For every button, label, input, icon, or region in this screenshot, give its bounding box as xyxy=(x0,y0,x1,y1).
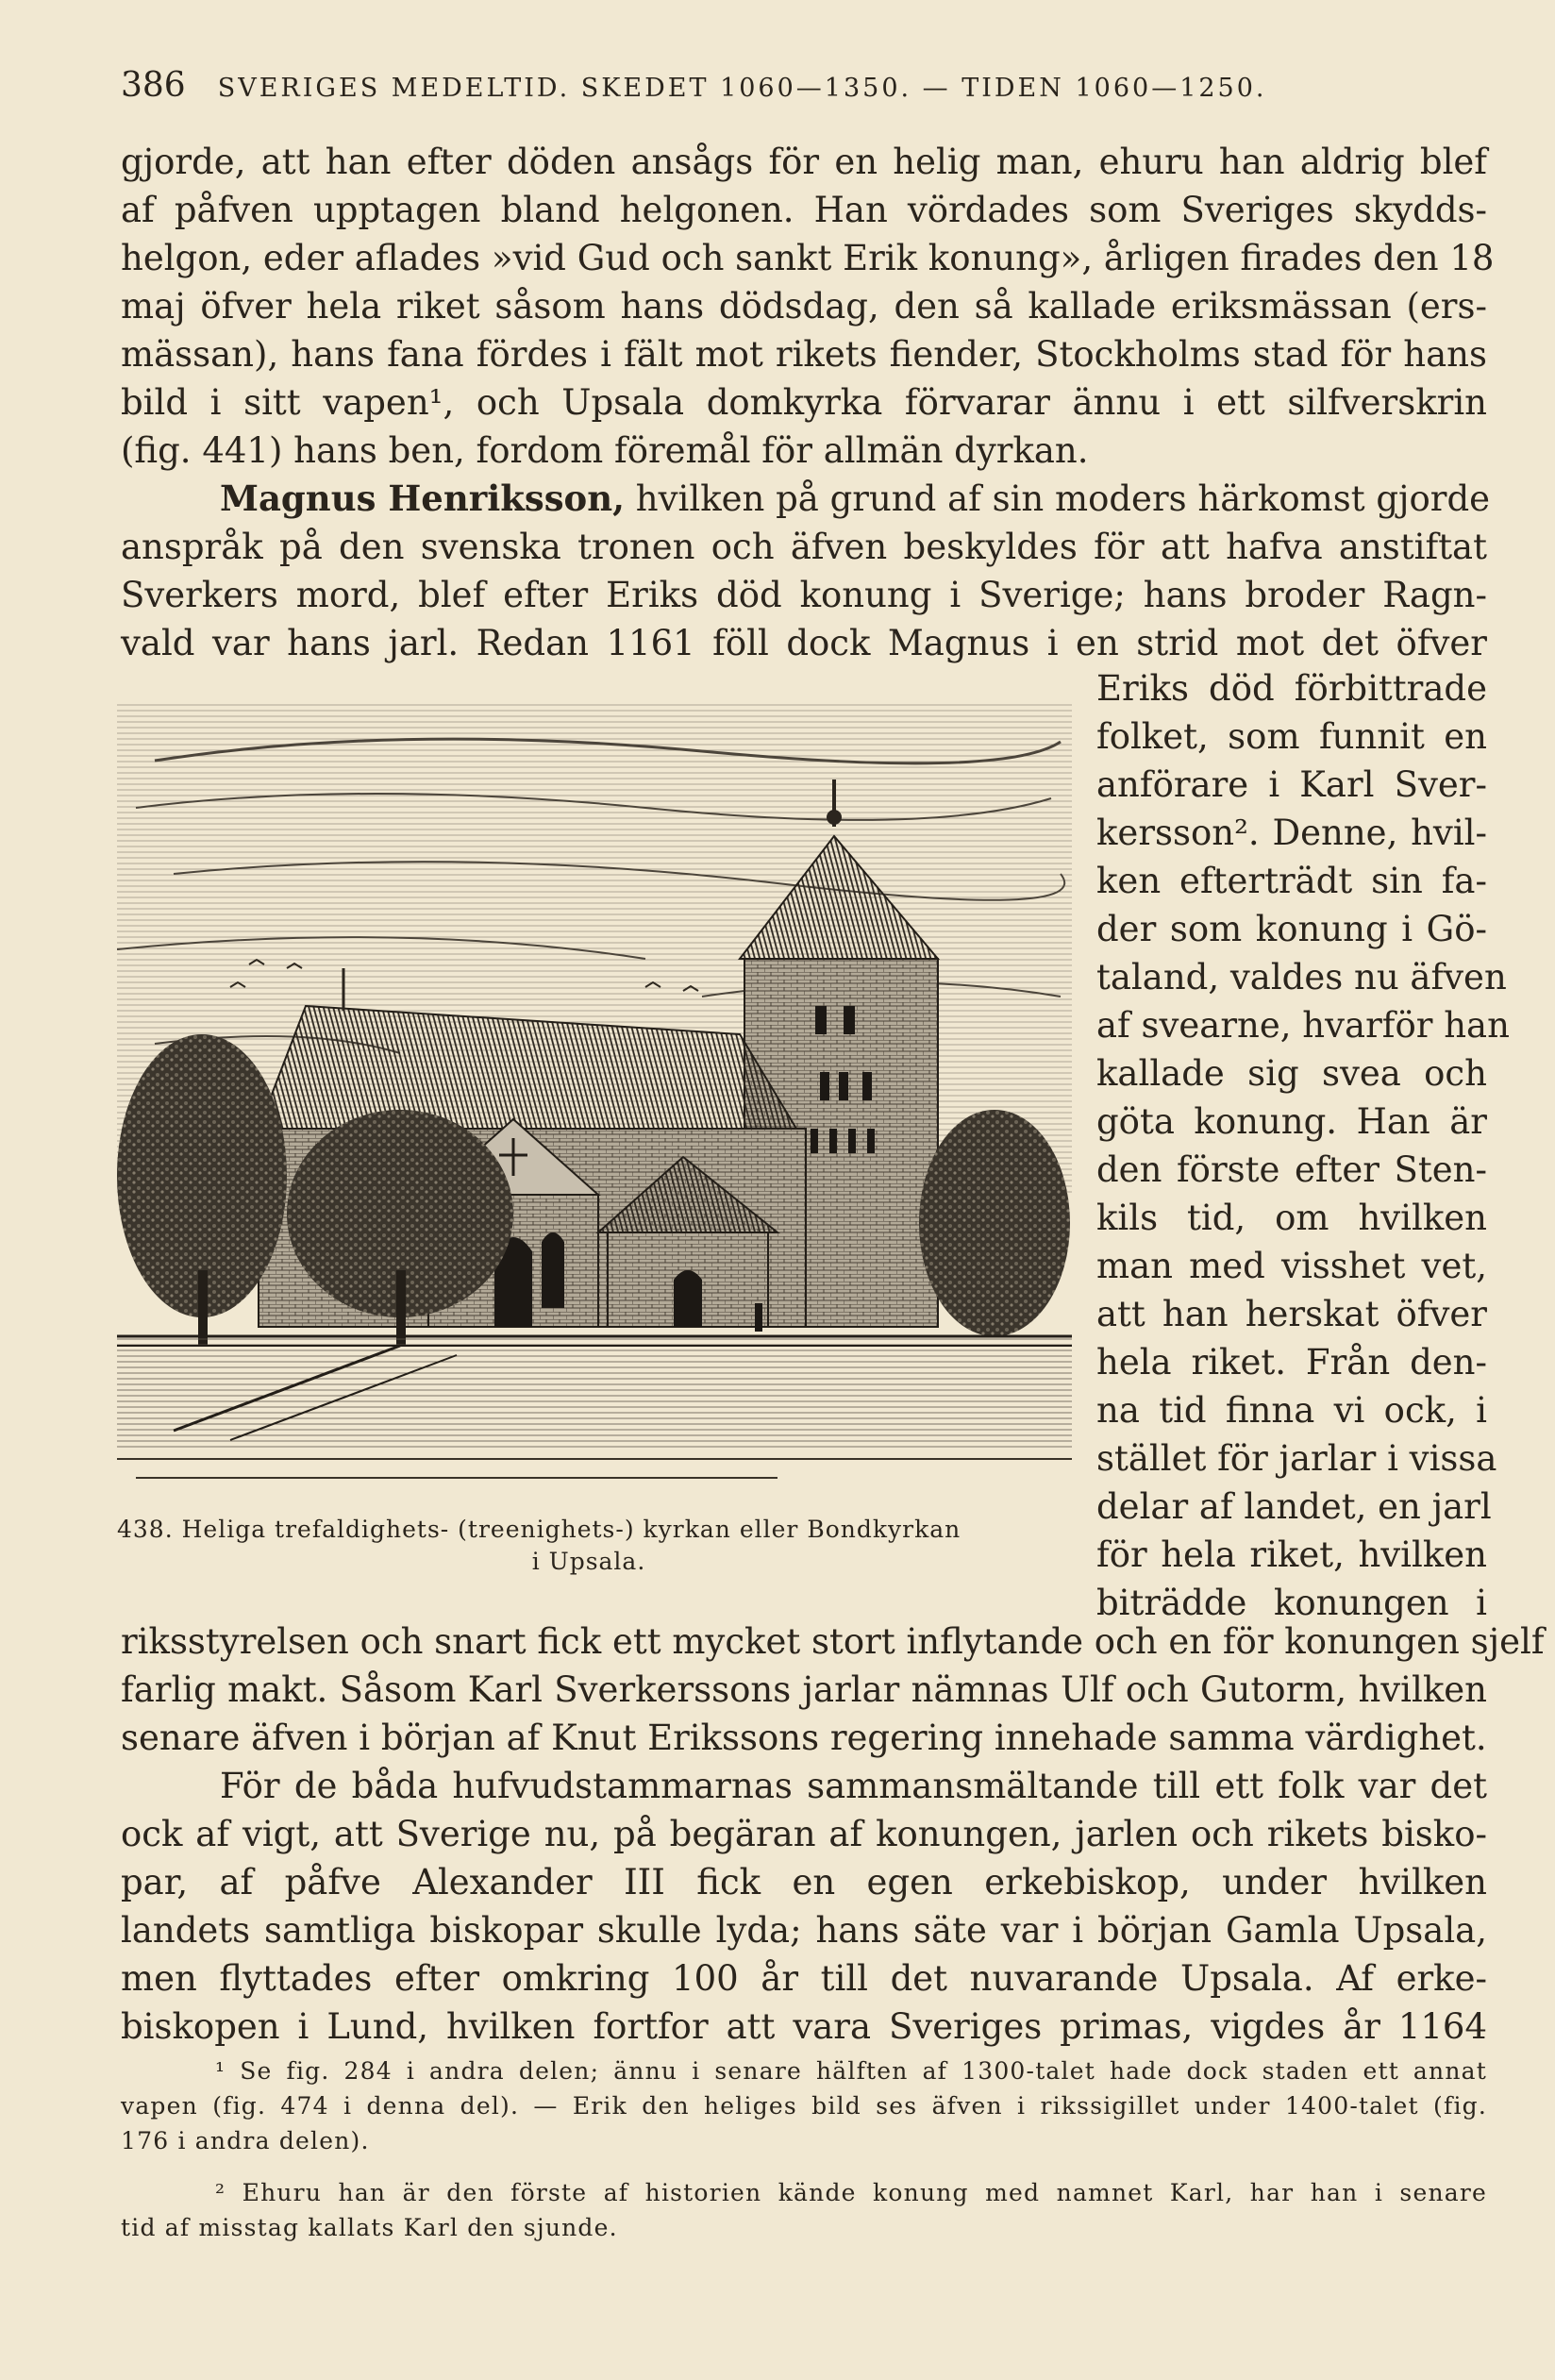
footnote-line: ² Ehuru han är den förste af historien kände konung med namnet Karl, har han i senare xyxy=(215,2179,1487,2206)
text-line: men flyttades efter omkring 100 år till det nuvarande Upsala. Af erke- xyxy=(121,1958,1487,1999)
church-illustration xyxy=(117,685,1072,1497)
text-line: gjorde, att han efter döden ansågs för en helig man, ehuru han aldrig blef xyxy=(121,142,1487,182)
text-line: hela riket. Från den- xyxy=(1096,1342,1487,1383)
text-line: mässan), hans fana fördes i fält mot rikets fiender, Stockholms stad för hans xyxy=(121,334,1487,375)
text-line: landets samtliga biskopar skulle lyda; hans säte var i början Gamla Upsala, xyxy=(121,1910,1487,1951)
text-line: af påfven upptagen bland helgonen. Han vördades som Sveriges skydds- xyxy=(121,190,1487,230)
text-line: stället för jarlar i vissa xyxy=(1096,1438,1497,1479)
text-line: ock af vigt, att Sverige nu, på begäran af konungen, jarlen och rikets bisko- xyxy=(121,1814,1487,1854)
text-line: helgon, eder aflades »vid Gud och sankt Erik konung», årligen firades den 18 xyxy=(121,238,1495,278)
text-line: (fig. 441) hans ben, fordom föremål för allmän dyrkan. xyxy=(121,430,1089,471)
footnote-2 xyxy=(121,2175,1487,2245)
text-line: delar af landet, en jarl xyxy=(1096,1486,1492,1527)
running-title: SVERIGES MEDELTID. SKEDET 1060—1350. — TIDEN 1060—1250. xyxy=(217,74,1267,103)
footnote-line: 176 i andra delen). xyxy=(121,2127,370,2154)
text-line: man med visshet vet, xyxy=(1096,1246,1487,1286)
church-engraving xyxy=(117,685,1072,1497)
text-line: Eriks död förbittrade xyxy=(1096,668,1487,709)
text-line: bild i sitt vapen¹, och Upsala domkyrka förvarar ännu i ett silfverskrin xyxy=(121,382,1487,423)
text-line: maj öfver hela riket såsom hans dödsdag, den så kallade eriksmässan (ers- xyxy=(121,286,1487,327)
side-column xyxy=(1096,664,1510,1627)
footnote-line: tid af misstag kallats Karl den sjunde. xyxy=(121,2214,618,2241)
caption-line: 438. Heliga trefaldighets- (treenighets-) kyrkan eller Bondkyrkan xyxy=(117,1516,961,1543)
text-line: biträdde konungen i xyxy=(1096,1583,1487,1623)
text-line: För de båda hufvudstammarnas sammansmältande till ett folk var det xyxy=(220,1766,1487,1806)
text-line: anspråk på den svenska tronen och äfven beskyldes för att hafva anstiftat xyxy=(121,527,1487,567)
running-header xyxy=(121,66,1489,105)
text-line: göta konung. Han är xyxy=(1096,1101,1487,1142)
text-line: ken efterträdt sin fa- xyxy=(1096,861,1487,901)
footnote-line: vapen (fig. 474 i denna del). — Erik den heliges bild ses äfven i rikssigillet under 1400-talet (fig. xyxy=(121,2092,1487,2120)
footnote-1 xyxy=(121,2053,1487,2158)
paragraph-1 xyxy=(121,138,1495,667)
text-line: kallade sig svea och xyxy=(1096,1053,1487,1094)
footnote-line: ¹ Se fig. 284 i andra delen; ännu i senare hälften af 1300-talet hade dock staden ett annat xyxy=(215,2057,1487,2085)
caption-line: i Upsala. xyxy=(531,1548,646,1575)
person-name: Magnus Henriksson, xyxy=(220,478,626,519)
text-line: Magnus Henriksson, hvilken på grund af sin moders härkomst gjorde xyxy=(220,478,1491,519)
text-line: biskopen i Lund, hvilken fortfor att vara Sveriges primas, vigdes år 1164 xyxy=(121,2006,1487,2047)
text-line: kersson². Denne, hvil- xyxy=(1096,813,1487,853)
ground xyxy=(117,1303,1072,1478)
text-line: na tid finna vi ock, i xyxy=(1096,1390,1487,1431)
text-line: senare äfven i början af Knut Erikssons regering innehade samma värdighet. xyxy=(121,1718,1487,1758)
text-line: den förste efter Sten- xyxy=(1096,1149,1487,1190)
text-line: farlig makt. Såsom Karl Sverkerssons jarlar nämnas Ulf och Gutorm, hvilken xyxy=(121,1669,1487,1710)
text-line: Sverkers mord, blef efter Eriks död konung i Sverige; hans broder Ragn- xyxy=(121,575,1487,615)
page-number: 386 xyxy=(121,66,186,105)
text-line: anförare i Karl Sver- xyxy=(1096,764,1487,805)
figure-caption xyxy=(117,1514,1061,1578)
text-line: folket, som funnit en xyxy=(1096,716,1487,757)
footnotes xyxy=(121,2053,1487,2245)
text-line: af svearne, hvarför han xyxy=(1096,1005,1510,1046)
text-line: par, af påfve Alexander III fick en egen erkebiskop, under hvilken xyxy=(121,1862,1487,1902)
text-line: kils tid, om hvilken xyxy=(1096,1198,1487,1238)
text-line: vald var hans jarl. Redan 1161 föll dock Magnus i en strid mot det öfver xyxy=(121,623,1487,663)
text-line: riksstyrelsen och snart fick ett mycket stort inflytande och en för konungen sjelf xyxy=(121,1621,1545,1662)
text-line: att han herskat öfver xyxy=(1096,1294,1487,1334)
paragraph-2-continued xyxy=(121,1617,1545,2051)
text-line: der som konung i Gö- xyxy=(1096,909,1487,949)
text-line: för hela riket, hvilken xyxy=(1096,1534,1487,1575)
text-line: taland, valdes nu äfven xyxy=(1096,957,1507,997)
